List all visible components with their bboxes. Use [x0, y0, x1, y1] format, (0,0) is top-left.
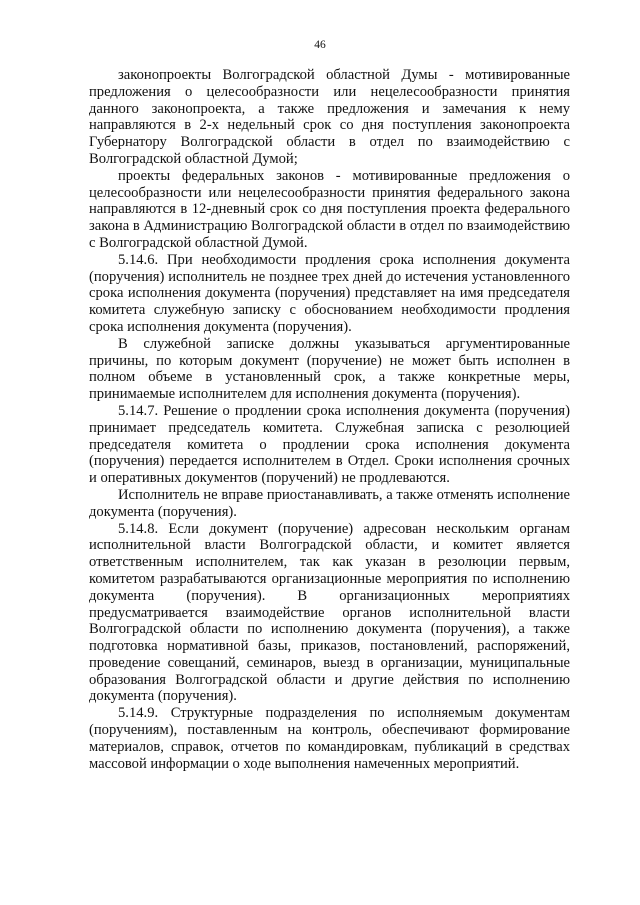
paragraph-federal-bills: проекты федеральных законов - мотивированные предложения о целесообразности или нецелесообразности принятия федерального закона направляются в 12-дневный срок со дня поступления проекта федерального закона в Администрацию Волгоградской области в отдел по взаимодействию с Волгоградской областной Думой.	[89, 167, 570, 251]
paragraph-5-14-7: 5.14.7. Решение о продлении срока исполнения документа (поручения) принимает председатель комитета. Служебная записка с резолюцией председателя комитета о продлении срока исполнения документа (поручения) передается исполнителем в Отдел. Сроки исполнения срочных и оперативных документов (поручений) не продлеваются.	[89, 402, 570, 487]
paragraph-executor-rights: Исполнитель не вправе приостанавливать, а также отменять исполнение документа (поручения).	[89, 486, 570, 520]
document-body	[89, 67, 570, 772]
paragraph-duma-bills: законопроекты Волгоградской областной Думы - мотивированные предложения о целесообразности или нецелесообразности принятия данного законопроекта, а также предложения и замечания к нему направляются в 2-х недельный срок со дня поступления законопроекта Губернатору Волгоградской области в отдел по взаимодействию с Волгоградской областной Думой;	[89, 67, 570, 167]
paragraph-5-14-6: 5.14.6. При необходимости продления срока исполнения документа (поручения) исполнитель не позднее трех дней до истечения установленного срока исполнения документа (поручения) представляет на имя председателя комитета служебную записку с обоснованием необходимости продления срока исполнения документа (поручения).	[89, 251, 570, 335]
paragraph-5-14-8: 5.14.8. Если документ (поручение) адресован нескольким органам исполнительной власти Волгоградской области, и комитет является ответственным исполнителем, так как указан в резолюции первым, комитетом разрабатываются организационные мероприятия по исполнению документа (поручения). В организационных мероприятиях предусматривается взаимодействие органов исполнительной власти Волгоградской области по исполнению документа (поручения), а также подготовка нормативной базы, приказов, постановлений, распоряжений, проведение совещаний, семинаров, выезд в организации, муниципальные образования Волгоградской области и другие действия по исполнению документа (поручения).	[89, 520, 570, 705]
paragraph-5-14-9: 5.14.9. Структурные подразделения по исполняемым документам (поручениям), поставленным на контроль, обеспечивают формирование материалов, справок, отчетов по командировкам, публикаций в средствах массовой информации о ходе выполнения намеченных мероприятий.	[89, 705, 570, 772]
page-number: 46	[314, 39, 326, 51]
paragraph-memo-reasons: В служебной записке должны указываться аргументированные причины, по которым документ (поручение) не может быть исполнен в полном объеме в установленный срок, а также конкретные меры, принимаемые исполнителем для исполнения документа (поручения).	[89, 335, 570, 403]
